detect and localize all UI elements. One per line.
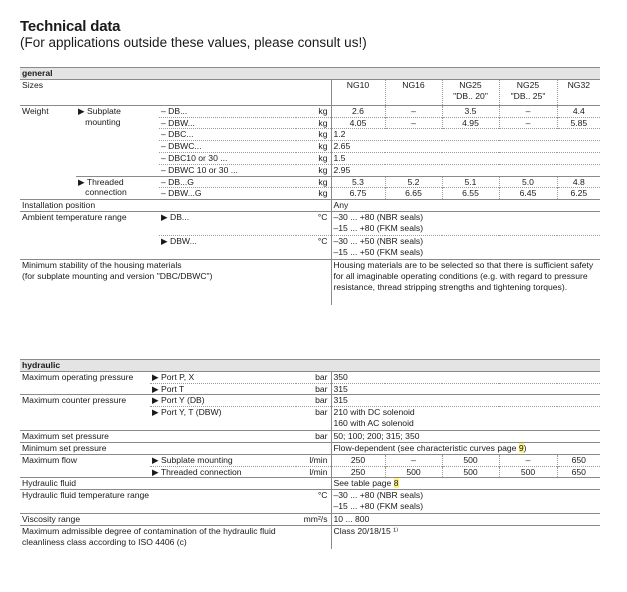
subplate-label: ▶ Subplate mounting [76, 105, 159, 176]
weight-value: 6.45 [499, 188, 557, 200]
size-ng25-20: NG25 "DB.. 20" [442, 79, 499, 105]
size-ng10: NG10 [331, 79, 385, 105]
unit-kg: kg [296, 164, 331, 176]
max-counter-label: Maximum counter pressure [20, 395, 150, 407]
weight-value: 2.65 [331, 141, 600, 153]
installation-label: Installation position [20, 200, 331, 212]
unit-kg: kg [296, 129, 331, 141]
flow-threaded-ng32: 650 [557, 466, 600, 478]
port-y-db: ▶ Port Y (DB) [150, 395, 296, 407]
flow-subplate-ng10: 250 [331, 454, 385, 466]
weight-type: – DB... [159, 105, 296, 117]
port-px: ▶ Port P, X [152, 371, 195, 382]
counter-y-value: 315 [331, 395, 600, 407]
weight-row [20, 105, 600, 117]
weight-value: 6.65 [385, 188, 442, 200]
flow-subplate-ng32: 650 [557, 454, 600, 466]
ambient-db: ▶ DB... [159, 211, 296, 235]
weight-value: 5.1 [442, 176, 499, 188]
weight-type: – DBC... [159, 129, 296, 141]
hydraulic-table [20, 359, 600, 549]
installation-value: Any [331, 200, 600, 212]
page-subtitle: (For applications outside these values, please consult us!) [20, 35, 367, 50]
size-ng25-25: NG25 "DB.. 25" [499, 79, 557, 105]
flow-threaded-ng25-25: 500 [499, 466, 557, 478]
flow-threaded-ng10: 250 [331, 466, 385, 478]
weight-value: 1.2 [331, 129, 600, 141]
general-section-header: general [20, 68, 600, 80]
weight-type: – DBWC 10 or 30 ... [159, 164, 296, 176]
weight-value: 5.0 [499, 176, 557, 188]
fluid-label: Hydraulic fluid [20, 478, 331, 490]
weight-value: 4.05 [331, 117, 385, 129]
flow-threaded-ng25-20: 500 [442, 466, 499, 478]
weight-value: – [385, 117, 442, 129]
general-table [20, 67, 600, 305]
min-set-value: Flow-dependent (see characteristic curves page 9) [331, 442, 600, 454]
stability-label: Minimum stability of the housing materials (for subplate mounting and version "DBC/DBWC") [20, 259, 331, 305]
unit-bar: bar [296, 431, 331, 443]
max-operating-t-value: 315 [331, 383, 600, 395]
ambient-dbw-unit: °C [296, 235, 331, 259]
unit-kg: kg [296, 152, 331, 164]
unit-lmin: l/min [296, 466, 331, 478]
weight-label: Weight [20, 105, 76, 199]
weight-value: 2.6 [331, 105, 385, 117]
page-title: Technical data [20, 18, 121, 35]
stability-value: Housing materials are to be selected so that there is sufficient safety for all imaginable operating conditions (e.g. with regard to pressure resistance, thread stripping strengths and tightening torques). [331, 259, 600, 305]
size-ng32: NG32 [557, 79, 600, 105]
unit-mm2s: mm²/s [296, 514, 331, 526]
weight-value: 3.5 [442, 105, 499, 117]
fluid-value: See table page 8 [331, 478, 600, 490]
port-yt-dbw: ▶ Port Y, T (DBW) [150, 407, 296, 431]
port-t: ▶ Port T [150, 383, 296, 395]
weight-value: 5.3 [331, 176, 385, 188]
max-set-label: Maximum set pressure [20, 431, 296, 443]
weight-value: 6.75 [331, 188, 385, 200]
unit-kg: kg [296, 176, 331, 188]
weight-row [20, 176, 600, 188]
page-ref-9[interactable]: 9 [518, 442, 524, 453]
weight-value: 4.4 [557, 105, 600, 117]
hydraulic-section-header: hydraulic [20, 360, 600, 372]
weight-value: – [385, 105, 442, 117]
max-operating-px-value: 350 [331, 371, 600, 383]
weight-value: 5.2 [385, 176, 442, 188]
unit-c: °C [296, 490, 331, 514]
size-ng16: NG16 [385, 79, 442, 105]
unit-kg: kg [296, 105, 331, 117]
flow-threaded-ng16: 500 [385, 466, 442, 478]
min-set-label: Minimum set pressure [20, 442, 331, 454]
max-flow-label: Maximum flow [20, 454, 150, 466]
unit-lmin: l/min [296, 454, 331, 466]
viscosity-label: Viscosity range [20, 514, 296, 526]
unit-bar: bar [296, 395, 331, 407]
flow-threaded: ▶ Threaded connection [150, 466, 296, 478]
weight-value: 5.85 [557, 117, 600, 129]
flow-subplate: ▶ Subplate mounting [150, 454, 296, 466]
unit-bar: bar [296, 407, 331, 431]
max-set-value: 50; 100; 200; 315; 350 [331, 431, 600, 443]
unit-bar: bar [296, 383, 331, 395]
contamination-label: Maximum admissible degree of contamination of the hydraulic fluid cleanliness class according to ISO 4406 (c) [20, 525, 331, 549]
weight-value: 4.95 [442, 117, 499, 129]
weight-value: 2.95 [331, 164, 600, 176]
weight-value: – [499, 117, 557, 129]
page-ref-8[interactable]: 8 [393, 478, 399, 489]
ambient-dbw-value: –30 ... +50 (NBR seals) –15 ... +50 (FKM seals) [331, 235, 600, 259]
counter-yt-value: 210 with DC solenoid 160 with AC solenoid [331, 407, 600, 431]
weight-type: – DBC10 or 30 ... [159, 152, 296, 164]
fluid-temp-value: –30 ... +80 (NBR seals) –15 ... +80 (FKM seals) [331, 490, 600, 514]
weight-type: – DBW...G [159, 188, 296, 200]
weight-value: 1.5 [331, 152, 600, 164]
contamination-value: Class 20/18/15 ¹⁾ [331, 525, 600, 549]
unit-kg: kg [296, 141, 331, 153]
weight-type: – DBW... [159, 117, 296, 129]
viscosity-value: 10 ... 800 [331, 514, 600, 526]
ambient-dbw: ▶ DBW... [159, 235, 296, 259]
flow-subplate-ng16: – [385, 454, 442, 466]
unit-bar: bar [315, 371, 328, 382]
ambient-db-value: –30 ... +80 (NBR seals) –15 ... +80 (FKM seals) [331, 211, 600, 235]
threaded-label: ▶ Threaded connection [76, 176, 159, 200]
max-operating-label: Maximum operating pressure [22, 371, 134, 382]
ambient-label: Ambient temperature range [20, 211, 159, 235]
unit-kg: kg [296, 117, 331, 129]
weight-value: – [499, 105, 557, 117]
flow-subplate-ng25-25: – [499, 454, 557, 466]
flow-subplate-ng25-20: 500 [442, 454, 499, 466]
ambient-db-unit: °C [296, 211, 331, 235]
fluid-temp-label: Hydraulic fluid temperature range [20, 490, 296, 514]
weight-value: 6.55 [442, 188, 499, 200]
weight-type: – DB...G [159, 176, 296, 188]
weight-type: – DBWC... [159, 141, 296, 153]
unit-kg: kg [296, 188, 331, 200]
weight-value: 6.25 [557, 188, 600, 200]
weight-value: 4.8 [557, 176, 600, 188]
sizes-label: Sizes [22, 79, 44, 90]
